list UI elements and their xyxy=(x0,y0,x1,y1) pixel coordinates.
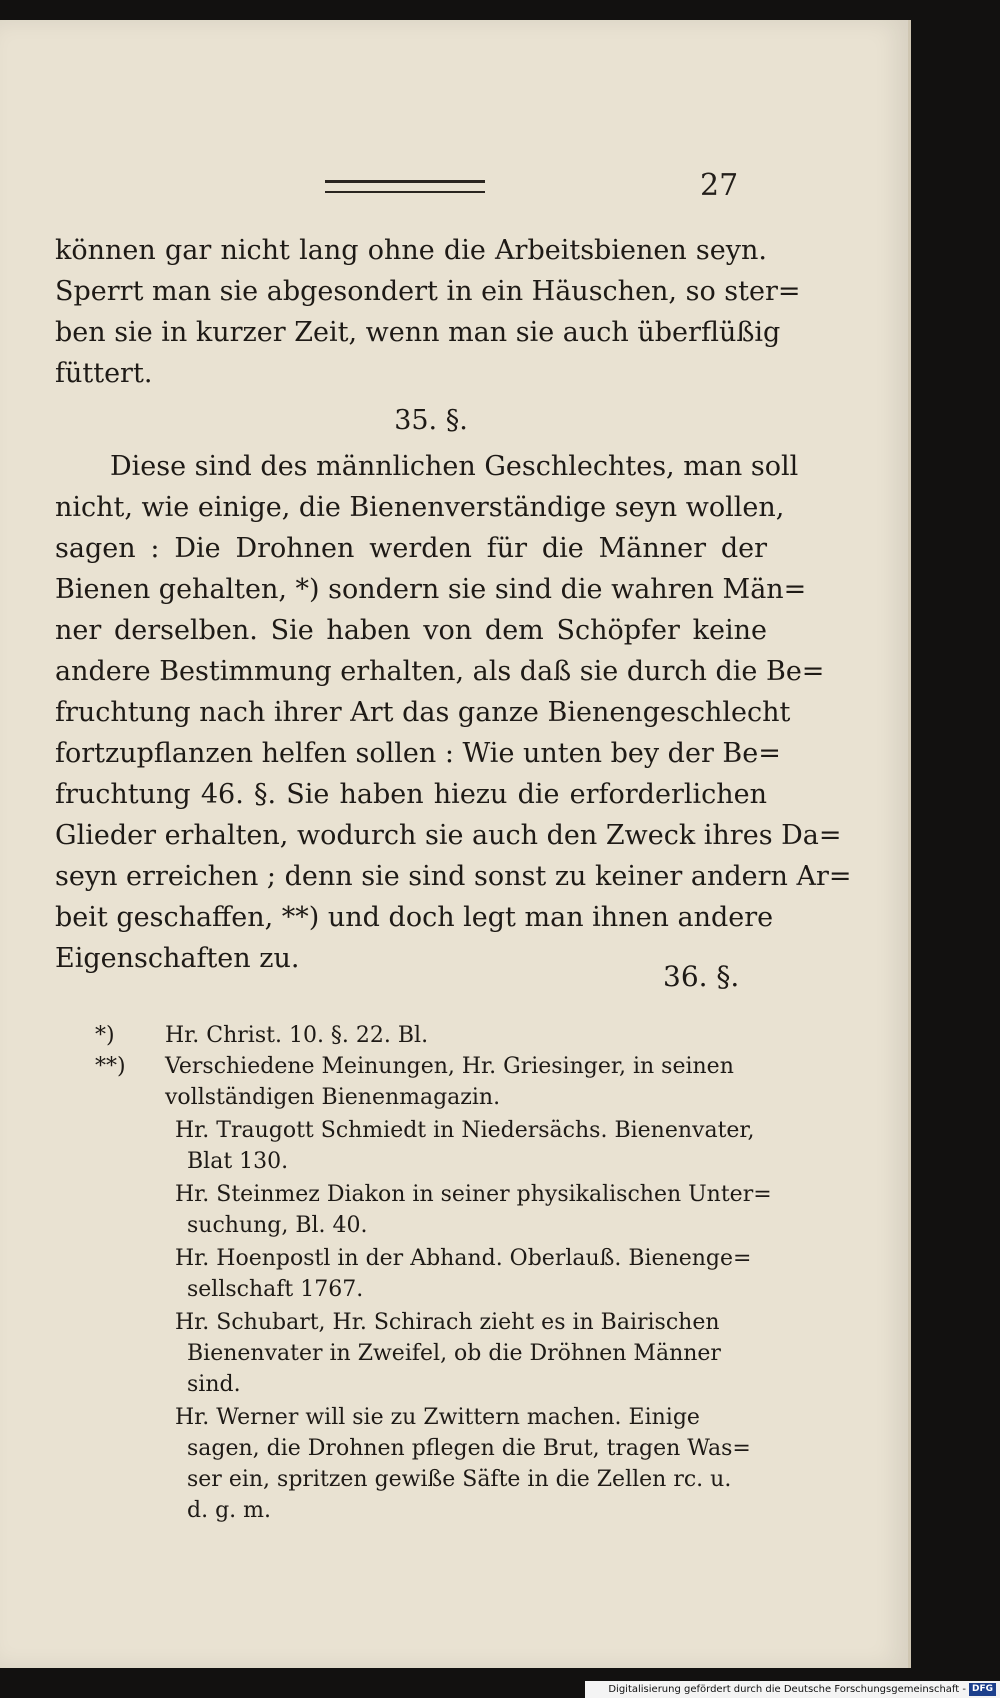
footnote-line: ser ein, spritzen gewiße Säfte in die Zellen rc. u. xyxy=(187,1467,732,1492)
text-line: Bienen gehalten, *) sondern sie sind die wahren Män= xyxy=(55,574,807,605)
footnote xyxy=(85,1020,775,1051)
catchword: 36. §. xyxy=(663,960,740,993)
footnote-line: Hr. Hoenpostl in der Abhand. Oberlauß. Bienenge= xyxy=(175,1246,752,1271)
footnotes xyxy=(85,1020,775,1526)
footnote-line: Blat 130. xyxy=(187,1149,289,1174)
footnote-mark: *) xyxy=(95,1023,115,1048)
text-line: füttert. xyxy=(55,358,153,389)
dfg-logo-icon: DFG xyxy=(969,1683,996,1696)
footnote-entry xyxy=(85,1402,775,1526)
footnote-entry xyxy=(85,1115,775,1177)
text-line: fortzupflanzen helfen sollen : Wie unten bey der Be= xyxy=(55,738,781,769)
footer-text: Digitalisierung gefördert durch die Deutsche Forschungsgemeinschaft - xyxy=(608,1684,966,1695)
footnote-line: Bienenvater in Zweifel, ob die Dröhnen Männer xyxy=(187,1341,721,1366)
book-page xyxy=(0,20,911,1668)
text-line: ner derselben. Sie haben von dem Schöpfer keine xyxy=(55,615,767,646)
text-line: können gar nicht lang ohne die Arbeitsbienen seyn. xyxy=(55,235,767,266)
footnote-line: Hr. Werner will sie zu Zwittern machen. Einige xyxy=(175,1405,700,1430)
footnote-mark: **) xyxy=(95,1054,126,1079)
main-text xyxy=(55,230,852,979)
text-line: Diese sind des männlichen Geschlechtes, man soll xyxy=(110,451,799,482)
text-line: andere Bestimmung erhalten, als daß sie durch die Be= xyxy=(55,656,825,687)
text-line: fruchtung nach ihrer Art das ganze Bienengeschlecht xyxy=(55,697,791,728)
footnote-line: Hr. Steinmez Diakon in seiner physikalischen Unter= xyxy=(175,1182,772,1207)
footnote-entry xyxy=(85,1307,775,1400)
text-line: sagen : Die Drohnen werden für die Männer der xyxy=(55,533,767,564)
text-line: Glieder erhalten, wodurch sie auch den Zweck ihres Da= xyxy=(55,820,842,851)
footnote-line: sind. xyxy=(187,1372,241,1397)
text-line: beit geschaffen, **) und doch legt man ihnen andere xyxy=(55,902,774,933)
footnote-line: d. g. m. xyxy=(187,1498,271,1523)
footnote-line: sagen, die Drohnen pflegen die Brut, tragen Was= xyxy=(187,1436,751,1461)
text-line: fruchtung 46. §. Sie haben hiezu die erforderlichen xyxy=(55,779,767,810)
text-line: seyn erreichen ; denn sie sind sonst zu keiner andern Ar= xyxy=(55,861,852,892)
text-line: Eigenschaften zu. xyxy=(55,943,300,974)
footnote xyxy=(85,1051,775,1113)
page-number: 27 xyxy=(700,168,739,203)
footnote-line: Hr. Christ. 10. §. 22. Bl. xyxy=(165,1023,429,1048)
footnote-line: suchung, Bl. 40. xyxy=(187,1213,368,1238)
footnote-line: sellschaft 1767. xyxy=(187,1277,364,1302)
section-heading: 35. §. xyxy=(394,405,468,436)
footnote-entry xyxy=(85,1179,775,1241)
digitization-footer xyxy=(585,1681,1000,1698)
footnote-line: vollständigen Bienenmagazin. xyxy=(165,1085,501,1110)
text-line: Sperrt man sie abgesondert in ein Häuschen, so ster= xyxy=(55,276,801,307)
text-line: ben sie in kurzer Zeit, wenn man sie auch überflüßig xyxy=(55,317,781,348)
header-rule xyxy=(325,180,485,193)
footnote-line: Verschiedene Meinungen, Hr. Griesinger, in seinen xyxy=(165,1054,734,1079)
footnote-line: Hr. Schubart, Hr. Schirach zieht es in Bairischen xyxy=(175,1310,720,1335)
footnote-entry xyxy=(85,1243,775,1305)
text-line: nicht, wie einige, die Bienenverständige seyn wollen, xyxy=(55,492,785,523)
footnote-line: Hr. Traugott Schmiedt in Niedersächs. Bienenvater, xyxy=(175,1118,755,1143)
